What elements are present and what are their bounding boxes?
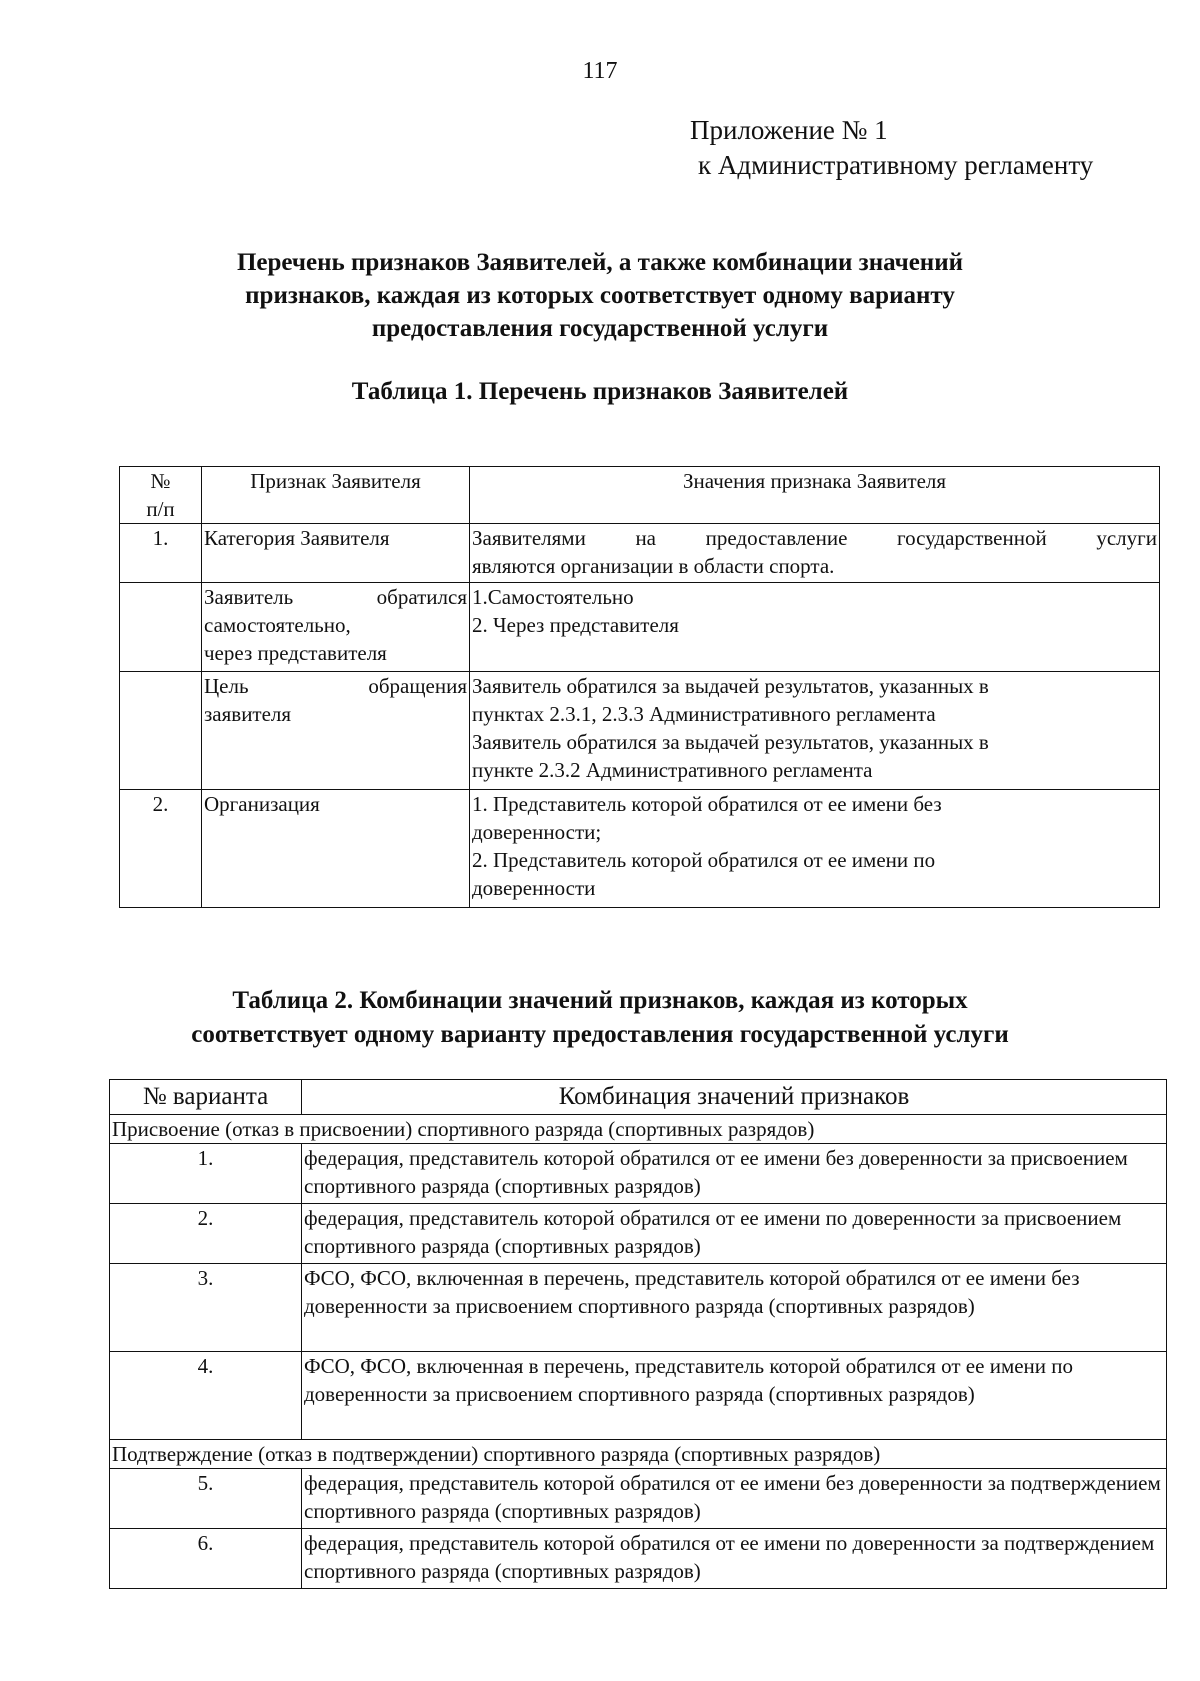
title-line-3: предоставления государственной услуги xyxy=(371,315,829,342)
table2-caption-line-1: Таблица 2. Комбинации значений признаков, каждая из которых xyxy=(232,987,968,1014)
value-line: 2. Через представителя xyxy=(472,613,679,637)
row-num: 2. xyxy=(120,790,202,908)
row-num xyxy=(120,672,202,790)
value-line: 1.Самостоятельно xyxy=(472,585,634,609)
value-line: являются организации в области спорта. xyxy=(472,554,835,578)
variant-text: ФСО, ФСО, включенная в перечень, представитель которой обратился от ее имени по доверенности за присвоением спортивного разряда (спортивных разрядов) xyxy=(302,1352,1167,1440)
section-row xyxy=(110,1440,1167,1469)
value-line: пунктах 2.3.1, 2.3.3 Административного регламента xyxy=(472,702,936,726)
header-cell-combination: Комбинация значений признаков xyxy=(302,1080,1167,1115)
value-line: 1. Представитель которой обратился от ее имени без xyxy=(472,792,942,816)
title-line-1: Перечень признаков Заявителей, а также комбинации значений xyxy=(236,249,964,276)
table2-caption xyxy=(120,984,1080,1052)
document-title xyxy=(150,246,1050,345)
table-row xyxy=(110,1144,1167,1204)
row-num: 1. xyxy=(120,524,202,583)
value-line: доверенности xyxy=(472,876,596,900)
header-num-line-1: № xyxy=(150,469,171,493)
value-line: 2. Представитель которой обратился от ее имени по xyxy=(472,848,936,872)
table-row xyxy=(110,1469,1167,1529)
title-line-2: признаков, каждая из которых соответствует одному варианту xyxy=(245,282,955,309)
feature-word: обращения xyxy=(368,674,467,698)
table-row xyxy=(110,1204,1167,1264)
applicant-features-table xyxy=(119,466,1160,908)
row-feature xyxy=(202,672,470,790)
table-row xyxy=(110,1352,1167,1440)
row-values xyxy=(470,583,1160,672)
section-row xyxy=(110,1115,1167,1144)
page-number: 117 xyxy=(582,58,618,84)
variant-num: 2. xyxy=(110,1204,302,1264)
value-line: Заявитель обратился за выдачей результатов, указанных в xyxy=(472,730,989,754)
section-heading-confirmation: Подтверждение (отказ в подтверждении) спортивного разряда (спортивных разрядов) xyxy=(110,1440,1167,1469)
variant-num: 5. xyxy=(110,1469,302,1529)
table-row xyxy=(110,1529,1167,1589)
header-cell-feature: Признак Заявителя xyxy=(202,467,470,524)
feature-line: через представителя xyxy=(204,641,387,665)
feature-word: обратился xyxy=(376,585,467,609)
feature-word: Цель xyxy=(204,674,249,698)
feature-line xyxy=(204,672,467,700)
table-row xyxy=(120,672,1160,790)
table-row xyxy=(120,524,1160,583)
variant-text: федерация, представитель которой обратился от ее имени по доверенности за подтверждением спортивного разряда (спортивных разрядов) xyxy=(302,1529,1167,1589)
feature-line: самостоятельно, xyxy=(204,613,351,637)
table-row xyxy=(110,1264,1167,1352)
appendix-line-2: к Административному регламенту xyxy=(698,150,1094,180)
table-row xyxy=(120,790,1160,908)
row-values xyxy=(470,524,1160,583)
variant-num: 1. xyxy=(110,1144,302,1204)
feature-line: заявителя xyxy=(204,702,292,726)
row-feature: Организация xyxy=(202,790,470,908)
variant-num: 6. xyxy=(110,1529,302,1589)
table-header-row xyxy=(110,1080,1167,1115)
appendix-header xyxy=(690,113,1093,183)
row-values xyxy=(470,672,1160,790)
row-feature: Категория Заявителя xyxy=(202,524,470,583)
variant-num: 4. xyxy=(110,1352,302,1440)
variant-text: федерация, представитель которой обратился от ее имени без доверенности за подтверждением спортивного разряда (спортивных разрядов) xyxy=(302,1469,1167,1529)
header-cell-variant: № варианта xyxy=(110,1080,302,1115)
table-row xyxy=(120,583,1160,672)
row-feature xyxy=(202,583,470,672)
appendix-line-1: Приложение № 1 xyxy=(690,115,888,145)
table-header-row xyxy=(120,467,1160,524)
variant-text: федерация, представитель которой обратился от ее имени по доверенности за присвоением спортивного разряда (спортивных разрядов) xyxy=(302,1204,1167,1264)
table1-caption: Таблица 1. Перечень признаков Заявителей xyxy=(351,378,849,405)
header-num-line-2: п/п xyxy=(146,497,175,521)
variant-num: 3. xyxy=(110,1264,302,1352)
row-num xyxy=(120,583,202,672)
table2-caption-line-2: соответствует одному варианту предоставления государственной услуги xyxy=(191,1021,1009,1048)
value-line: Заявителями на предоставление государственной услуги xyxy=(472,526,1157,550)
value-line: доверенности; xyxy=(472,820,602,844)
value-line: Заявитель обратился за выдачей результатов, указанных в xyxy=(472,674,989,698)
header-cell-num xyxy=(120,467,202,524)
feature-line xyxy=(204,583,467,611)
row-values xyxy=(470,790,1160,908)
variant-text: ФСО, ФСО, включенная в перечень, представитель которой обратился от ее имени без доверенности за присвоением спортивного разряда (спортивных разрядов) xyxy=(302,1264,1167,1352)
value-line: пункте 2.3.2 Административного регламента xyxy=(472,758,873,782)
variant-text: федерация, представитель которой обратился от ее имени без доверенности за присвоением спортивного разряда (спортивных разрядов) xyxy=(302,1144,1167,1204)
header-cell-values: Значения признака Заявителя xyxy=(470,467,1160,524)
section-heading-assignment: Присвоение (отказ в присвоении) спортивного разряда (спортивных разрядов) xyxy=(110,1115,1167,1144)
variant-combinations-table xyxy=(109,1079,1167,1589)
feature-word: Заявитель xyxy=(204,585,294,609)
